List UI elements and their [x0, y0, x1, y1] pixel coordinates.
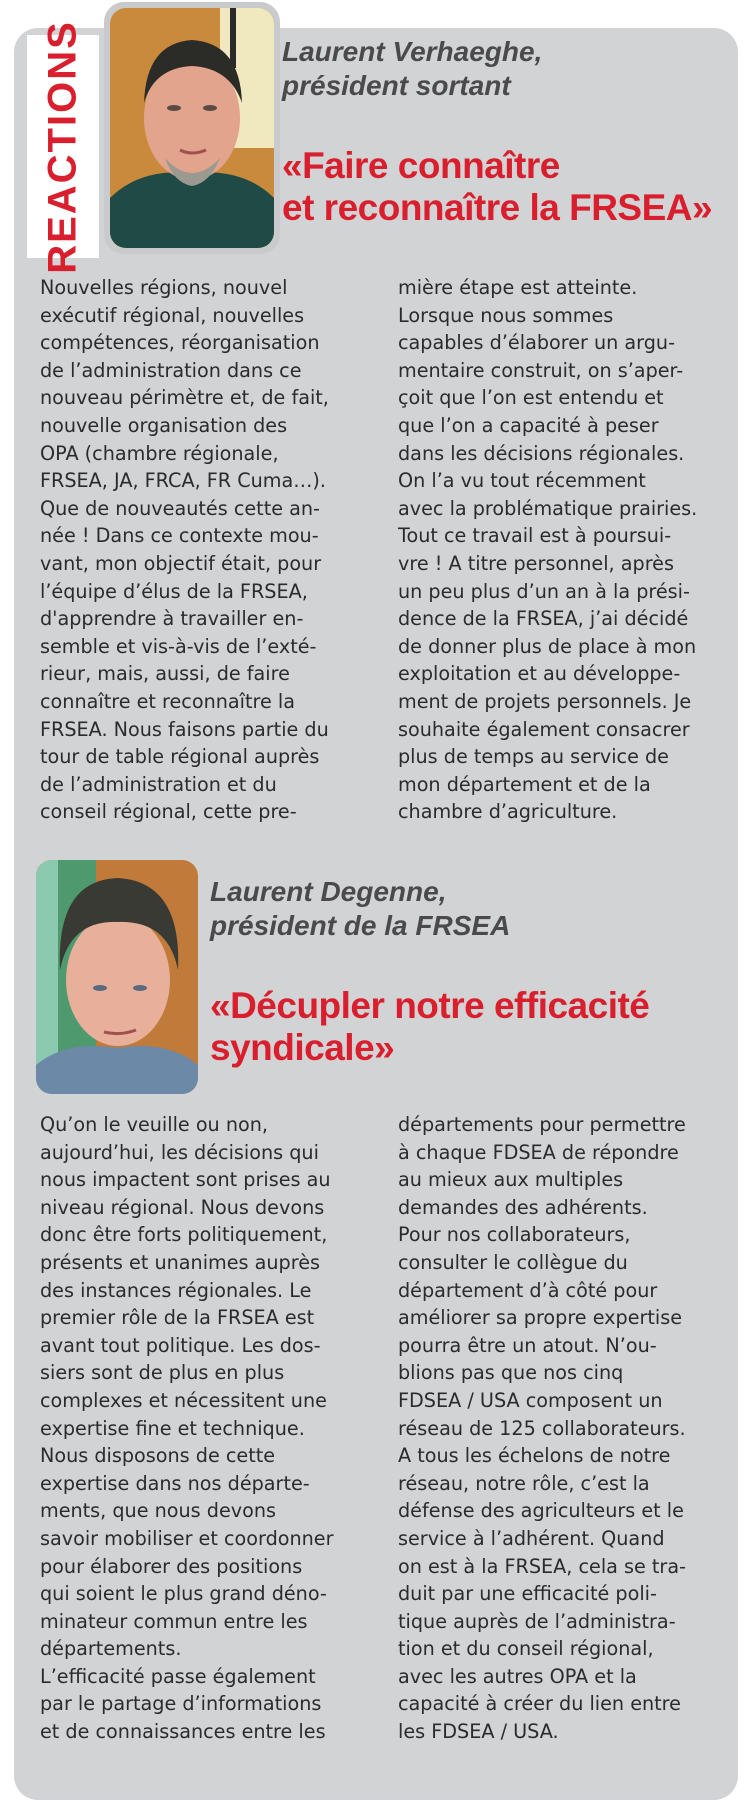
body-text-line: département d’à côté pour: [398, 1278, 658, 1302]
body-text-line: çoit que l’on est entendu et: [398, 386, 664, 410]
body-text-line: chambre d’agriculture.: [398, 800, 618, 824]
body-text-line: vre ! A titre personnel, après: [398, 551, 674, 575]
section-label-box: [27, 19, 99, 274]
body-text-line: Tout ce travail est à poursui-: [398, 524, 672, 548]
body-text-line: d'apprendre à travailler en-: [40, 607, 304, 631]
body-text-line: plus de temps au service de: [398, 745, 669, 769]
body-text-line: consulter le collègue du: [398, 1250, 628, 1274]
author-role: président de la FRSEA: [210, 910, 511, 941]
body-text-line: siers sont de plus en plus: [40, 1361, 285, 1385]
body-text-line: expertise fine et technique.: [40, 1416, 305, 1440]
body-text-line: on est à la FRSEA, cela se tra-: [398, 1554, 686, 1578]
section-label: REACTIONS: [40, 19, 85, 274]
body-text-line: départements pour permettre: [398, 1113, 686, 1136]
body-text-line: minateur commun entre les: [40, 1609, 308, 1633]
body-text-line: rieur, mais, aussi, de faire: [40, 662, 290, 686]
body-text-line: réseau de 125 collaborateurs.: [398, 1416, 686, 1440]
body-text-line: présents et unanimes auprès: [40, 1250, 320, 1274]
body-text-line: expertise dans nos départe-: [40, 1471, 310, 1495]
body-text-line: Nouvelles régions, nouvel: [40, 276, 288, 299]
quote-headline-2: [210, 985, 649, 1069]
body-text-line: de l’administration dans ce: [40, 358, 302, 382]
body-text-line: avant tout politique. Les dos-: [40, 1333, 321, 1357]
quote-headline-1: [282, 145, 712, 229]
body-text-line: tion et du conseil régional,: [398, 1637, 654, 1661]
body-text-line: service à l’adhérent. Quand: [398, 1526, 665, 1550]
quote-line: «Faire connaître: [282, 145, 560, 186]
body-text-line: dence de la FRSEA, j’ai décidé: [398, 607, 689, 631]
body-text-line: de donner plus de place à mon: [398, 634, 697, 658]
body-text-line: nous impactent sont prises au: [40, 1168, 331, 1192]
body-text-line: départements.: [40, 1637, 182, 1661]
body-text-line: qui soient le plus grand déno-: [40, 1582, 327, 1606]
body-text-line: exploitation et au développe-: [398, 662, 681, 686]
body-text-line: compétences, réorganisation: [40, 331, 320, 355]
body-text-line: Que de nouveautés cette an-: [40, 496, 320, 520]
body-text-line: capables d’élaborer un argu-: [398, 331, 676, 355]
body-text-line: vant, mon objectif était, pour: [40, 551, 322, 575]
body-text-line: mon département et de la: [398, 772, 651, 796]
body-text-line: mière étape est atteinte.: [398, 276, 638, 299]
body-text-line: Nous disposons de cette: [40, 1444, 276, 1468]
body-text-line: ments, que nous devons: [40, 1499, 277, 1523]
body-text-line: à chaque FDSEA de répondre: [398, 1140, 679, 1164]
body-text-line: savoir mobiliser et coordonner: [40, 1526, 334, 1550]
body-text-line: OPA (chambre régionale,: [40, 441, 279, 465]
body-text-line: conseil régional, cette pre-: [40, 800, 297, 824]
body-text-line: Pour nos collaborateurs,: [398, 1223, 631, 1247]
body-text-line: Qu’on le veuille ou non,: [40, 1113, 268, 1136]
body-text-line: semble et vis-à-vis de l’exté-: [40, 634, 317, 658]
body-text-line: aujourd’hui, les décisions qui: [40, 1140, 319, 1164]
author-block-1: [282, 35, 542, 103]
portrait-photo-icon: [110, 8, 274, 248]
author-role: président sortant: [282, 70, 511, 101]
body-column-1a: [40, 274, 365, 826]
body-text-line: avec la problématique prairies.: [398, 496, 698, 520]
body-column-2a: [40, 1111, 365, 1746]
body-text-line: blions pas que nos cinq: [398, 1361, 624, 1385]
body-text-line: née ! Dans ce contexte mou-: [40, 524, 319, 548]
body-text-line: complexes et nécessitent une: [40, 1388, 327, 1412]
body-text-line: A tous les échelons de notre: [398, 1444, 671, 1468]
body-text-line: par le partage d’informations: [40, 1692, 322, 1716]
body-text-line: demandes des adhérents.: [398, 1195, 648, 1219]
body-text-line: connaître et reconnaître la: [40, 689, 295, 713]
body-text-line: des instances régionales. Le: [40, 1278, 312, 1302]
body-text-line: améliorer sa propre expertise: [398, 1306, 683, 1330]
body-text-line: Lorsque nous sommes: [398, 303, 614, 327]
body-text-line: que l’on a capacité à peser: [398, 413, 659, 437]
body-text-line: au mieux aux multiples: [398, 1168, 624, 1192]
body-text-line: pour élaborer des positions: [40, 1554, 303, 1578]
author-name: Laurent Verhaeghe,: [282, 36, 543, 67]
body-text-line: niveau régional. Nous devons: [40, 1195, 325, 1219]
body-text-line: exécutif régional, nouvelles: [40, 303, 305, 327]
author-block-2: [210, 875, 510, 943]
body-text-line: avec les autres OPA et la: [398, 1664, 637, 1688]
body-text-line: ment de projets personnels. Je: [398, 689, 692, 713]
body-text-line: dans les décisions régionales.: [398, 441, 685, 465]
quote-line: «Décupler notre efficacité: [210, 985, 650, 1026]
body-text-line: de l’administration et du: [40, 772, 277, 796]
body-text-line: tour de table régional auprès: [40, 745, 320, 769]
quote-line: syndicale»: [210, 1027, 395, 1068]
portrait-photo-icon: [36, 860, 198, 1094]
body-text-line: premier rôle de la FRSEA est: [40, 1306, 315, 1330]
body-text-line: mentaire construit, on s’aper-: [398, 358, 684, 382]
body-text-line: FDSEA / USA composent un: [398, 1388, 663, 1412]
body-text-line: capacité à créer du lien entre: [398, 1692, 681, 1716]
body-text-line: souhaite également consacrer: [398, 717, 690, 741]
body-text-line: duit par une efficacité poli-: [398, 1582, 657, 1606]
body-text-line: défense des agriculteurs et le: [398, 1499, 684, 1523]
body-text-line: tique auprès de l’administra-: [398, 1609, 676, 1633]
body-column-2b: [398, 1111, 723, 1746]
body-text-line: FRSEA, JA, FRCA, FR Cuma…).: [40, 469, 327, 493]
body-text-line: nouveau périmètre et, de fait,: [40, 386, 329, 410]
body-text-line: L’efficacité passe également: [40, 1664, 316, 1688]
body-text-line: nouvelle organisation des: [40, 413, 288, 437]
body-text-line: donc être forts politiquement,: [40, 1223, 328, 1247]
body-text-line: pourra être un atout. N’ou-: [398, 1333, 657, 1357]
body-text-line: On l’a vu tout récemment: [398, 469, 646, 493]
author-name: Laurent Degenne,: [210, 876, 447, 907]
body-text-line: l’équipe d’élus de la FRSEA,: [40, 579, 308, 603]
body-text-line: les FDSEA / USA.: [398, 1720, 559, 1744]
body-text-line: et de connaissances entre les: [40, 1720, 326, 1744]
body-column-1b: [398, 274, 723, 826]
body-text-line: un peu plus d’un an à la prési-: [398, 579, 690, 603]
body-text-line: FRSEA. Nous faisons partie du: [40, 717, 329, 741]
body-text-line: réseau, notre rôle, c’est la: [398, 1471, 650, 1495]
quote-line: et reconnaître la FRSEA»: [282, 187, 713, 228]
